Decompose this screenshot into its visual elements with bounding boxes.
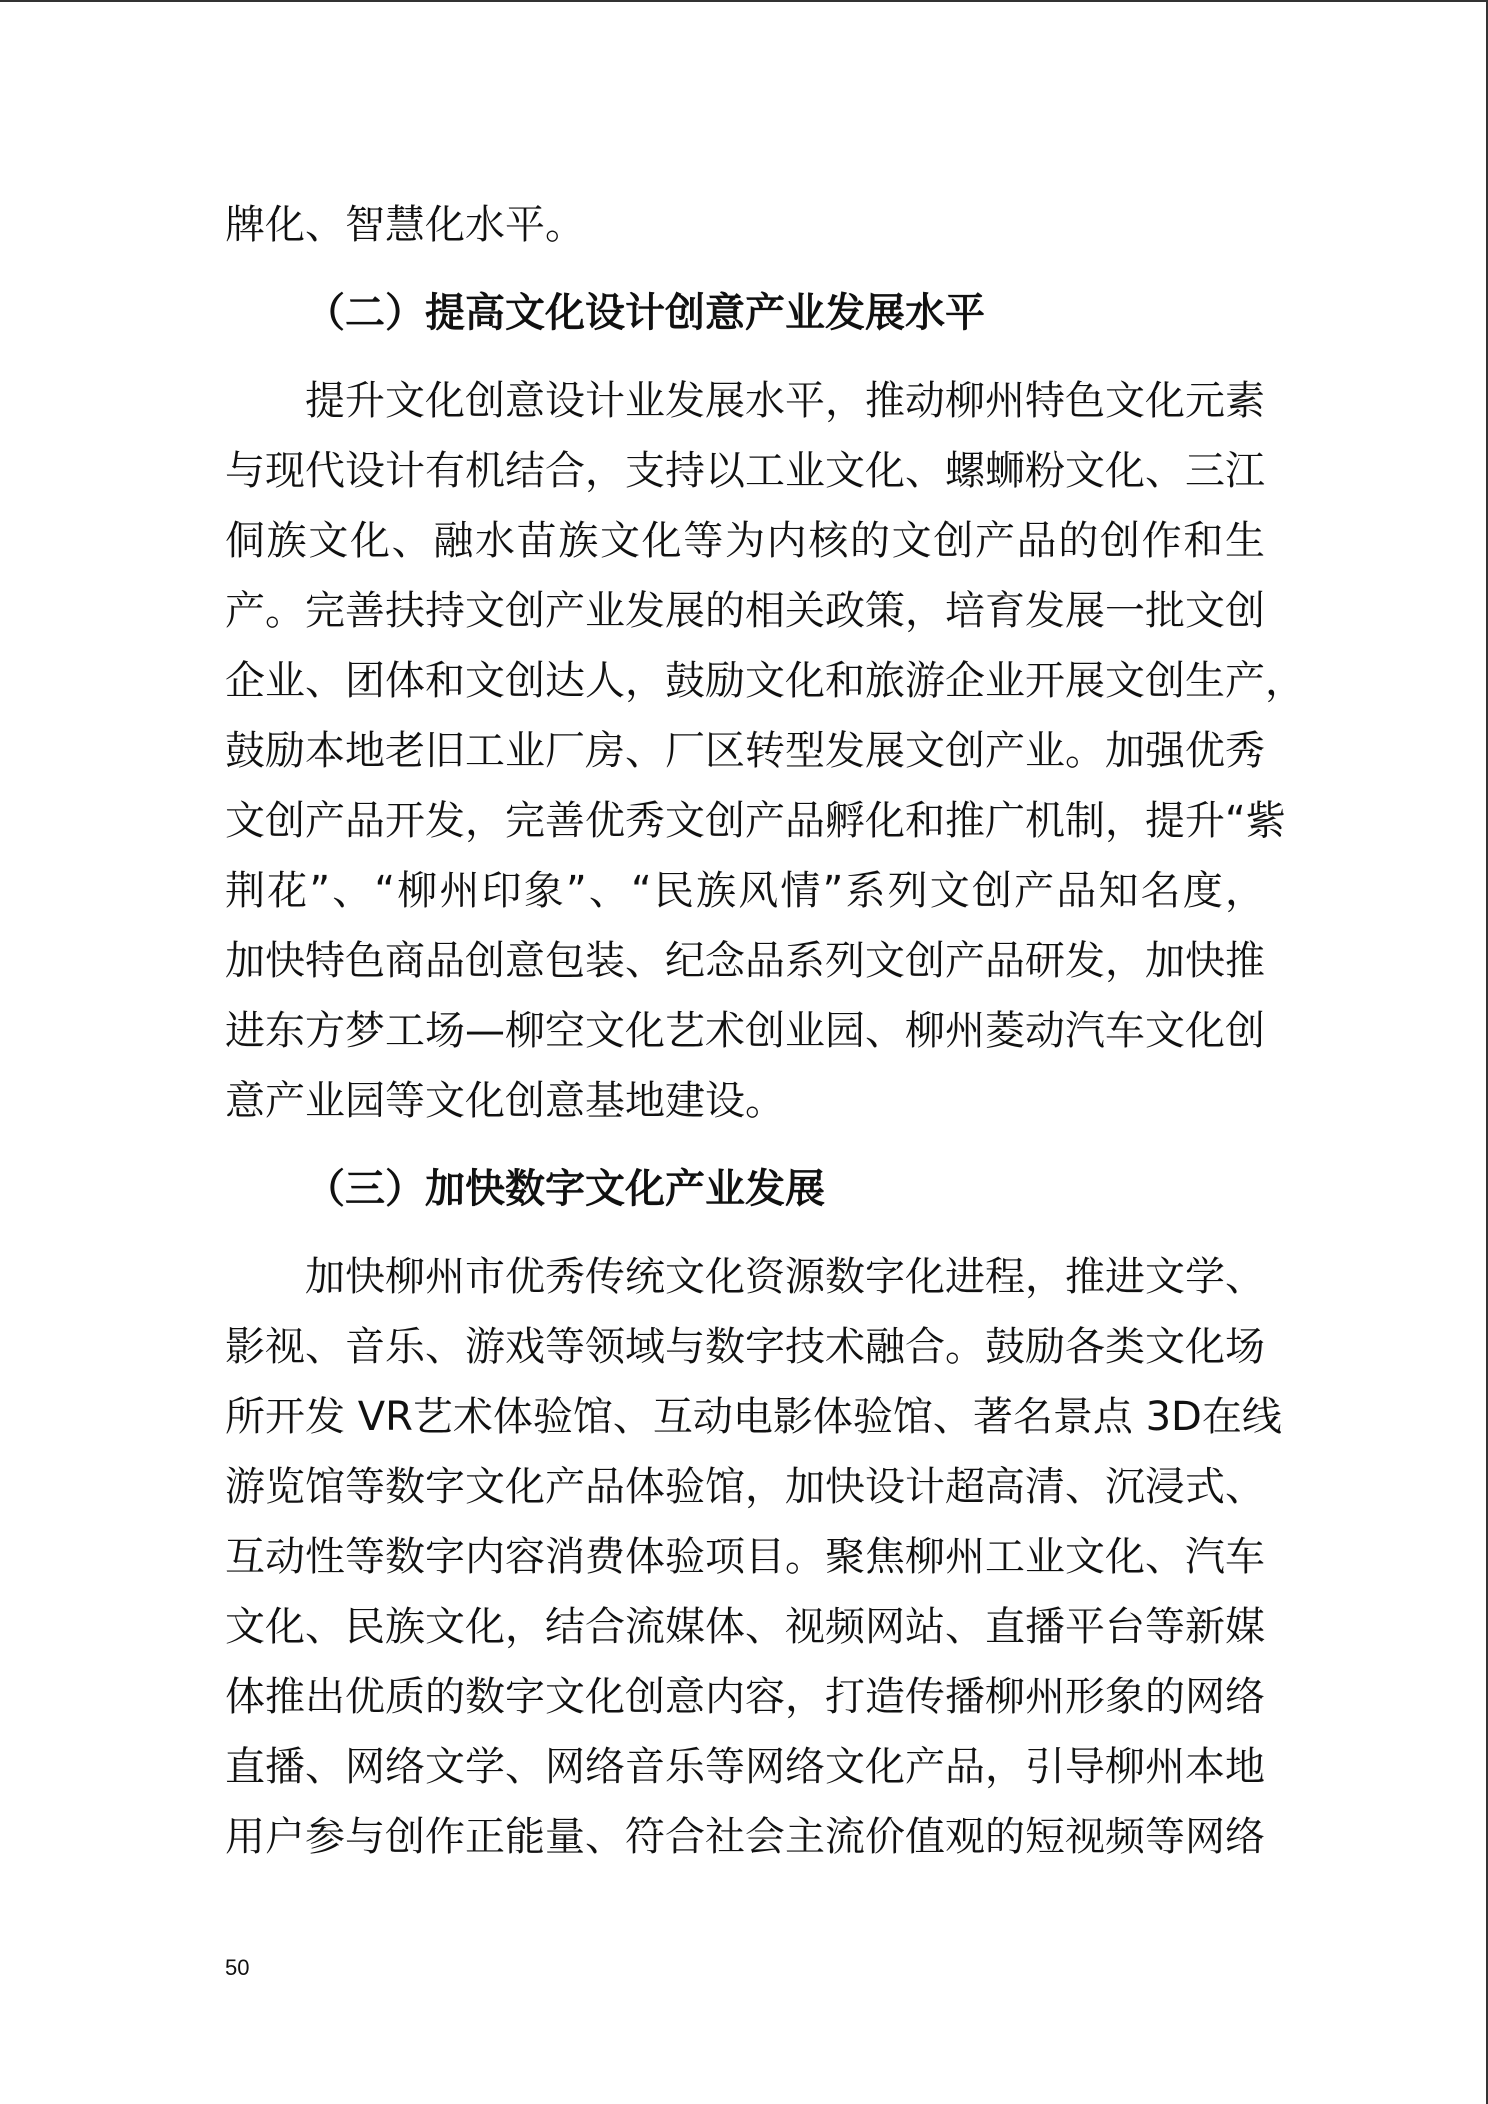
page-number: 50 xyxy=(225,1955,250,1980)
paragraph-line: 文化、民族文化，结合流媒体、视频网站、直播平台等新媒 xyxy=(225,1604,1265,1650)
paragraph-line: 游览馆等数字文化产品体验馆，加快设计超高清、沉浸式、 xyxy=(225,1464,1265,1510)
document-body xyxy=(225,190,1305,1872)
paragraph-line: 进东方梦工场—柳空文化艺术创业园、柳州菱动汽车文化创 xyxy=(225,1008,1265,1054)
paragraph-line: 影视、音乐、游戏等领域与数字技术融合。鼓励各类文化场 xyxy=(225,1324,1265,1370)
paragraph-line: 体推出优质的数字文化创意内容，打造传播柳州形象的网络 xyxy=(225,1674,1265,1720)
paragraph-line: 与现代设计有机结合，支持以工业文化、螺蛳粉文化、三江 xyxy=(225,448,1265,494)
paragraph-line: 直播、网络文学、网络音乐等网络文化产品，引导柳州本地 xyxy=(225,1744,1265,1790)
paragraph-line: 互动性等数字内容消费体验项目。聚焦柳州工业文化、汽车 xyxy=(225,1534,1265,1580)
paragraph-line: 加快特色商品创意包装、纪念品系列文创产品研发，加快推 xyxy=(225,938,1265,984)
paragraph-line: 加快柳州市优秀传统文化资源数字化进程，推进文学、 xyxy=(305,1254,1265,1300)
paragraph-line: 荆花”、“柳州印象”、“民族风情”系列文创产品知名度， xyxy=(225,868,1265,914)
paragraph-line: 提升文化创意设计业发展水平，推动柳州特色文化元素 xyxy=(305,378,1265,424)
paragraph-line: 企业、团体和文创达人，鼓励文化和旅游企业开展文创生产， xyxy=(225,658,1305,704)
paragraph-line: 所开发 VR艺术体验馆、互动电影体验馆、著名景点 3D在线 xyxy=(225,1394,1282,1440)
paragraph-line: 文创产品开发，完善优秀文创产品孵化和推广机制，提升“紫 xyxy=(225,798,1286,844)
paragraph-line: 产。完善扶持文创产业发展的相关政策，培育发展一批文创 xyxy=(225,588,1265,634)
section-heading: （三）加快数字文化产业发展 xyxy=(305,1166,825,1212)
paragraph-line: 意产业园等文化创意基地建设。 xyxy=(225,1078,785,1124)
paragraph-line: 用户参与创作正能量、符合社会主流价值观的短视频等网络 xyxy=(225,1814,1265,1860)
paragraph-line: 鼓励本地老旧工业厂房、厂区转型发展文创产业。加强优秀 xyxy=(225,728,1265,774)
paragraph-line: 牌化、智慧化水平。 xyxy=(225,202,585,248)
section-heading: （二）提高文化设计创意产业发展水平 xyxy=(305,290,985,336)
paragraph-line: 侗族文化、融水苗族文化等为内核的文创产品的创作和生 xyxy=(225,518,1265,564)
